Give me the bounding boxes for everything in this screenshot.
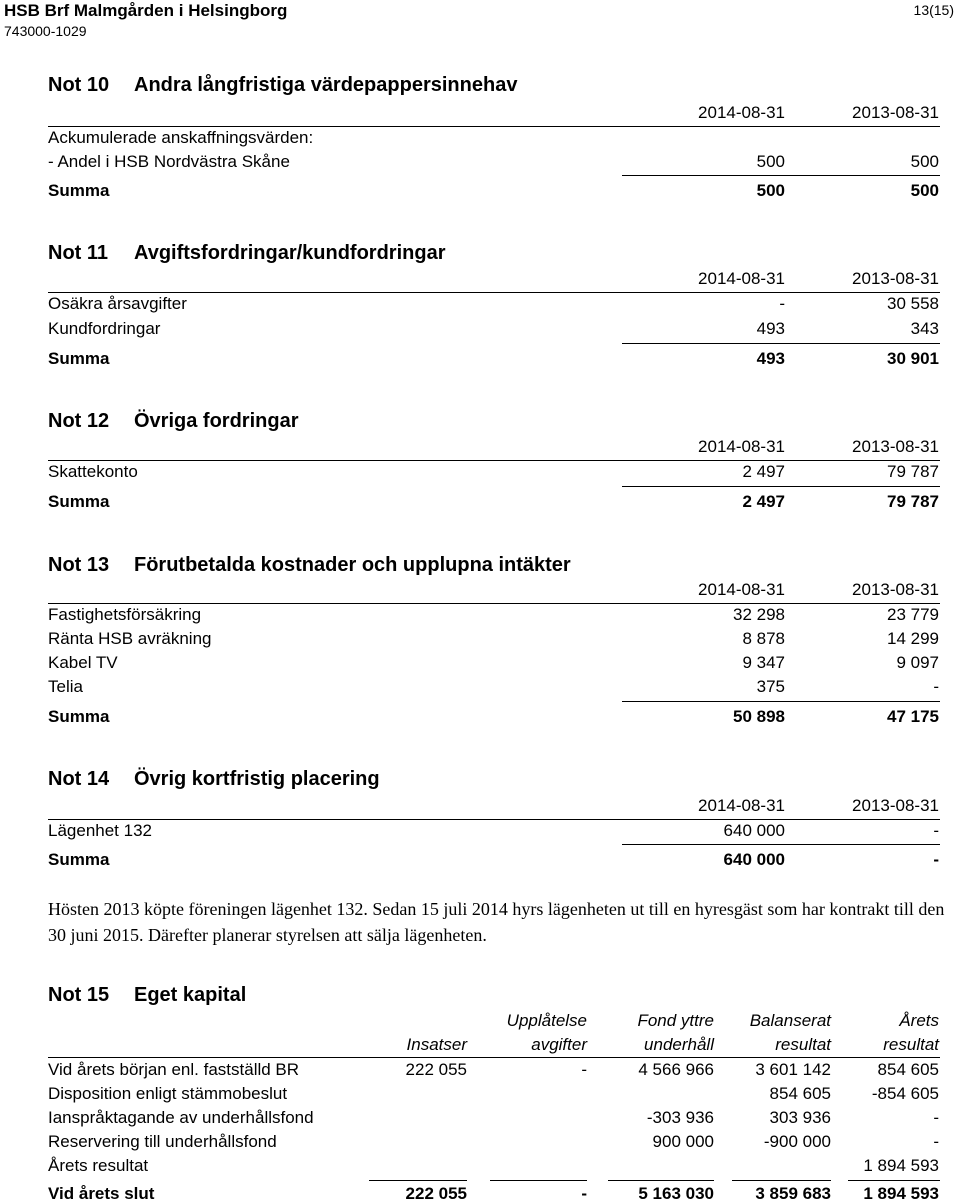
note13-row-value-2013: 9 097 [896, 653, 939, 672]
note13-sum-rule-2 [776, 701, 940, 702]
note13-sum-rule-1 [622, 701, 786, 702]
note10-row-value-2014: 500 [756, 152, 785, 171]
note11-row-label: Osäkra årsavgifter [48, 294, 187, 313]
note11-row-value-2013: 343 [910, 319, 939, 338]
note13-row-label: Ränta HSB avräkning [48, 629, 212, 648]
note13-row-value-2014: 9 347 [742, 653, 785, 672]
note15-total-cell: 5 163 030 [638, 1184, 714, 1203]
note13-row-value-2014: 8 878 [742, 629, 785, 648]
note10-header-rule [48, 126, 940, 127]
organization-number: 743000-1029 [4, 23, 87, 39]
note11-total-label: Summa [48, 349, 110, 368]
note15-col-header: avgifter [531, 1035, 587, 1054]
note15-cell: - [581, 1060, 587, 1079]
note15-col-header: underhåll [644, 1035, 714, 1054]
note10-subheading: Ackumulerade anskaffningsvärden: [48, 128, 314, 147]
note15-sum-rule [608, 1180, 714, 1181]
note10-total-2014: 500 [756, 181, 785, 200]
note14-sum-rule-2 [776, 844, 940, 845]
note15-col-header: Årets [899, 1011, 939, 1030]
note15-cell: - [933, 1132, 939, 1151]
note13-total-2014: 50 898 [733, 707, 785, 726]
note10-sum-rule-2 [776, 175, 940, 176]
note11-sum-rule-2 [776, 343, 940, 344]
note14-row-label: Lägenhet 132 [48, 821, 152, 840]
note11-row-label: Kundfordringar [48, 319, 161, 338]
note13-col2-header: 2013-08-31 [852, 580, 939, 599]
note13-row-value-2013: 23 779 [887, 605, 939, 624]
note13-header-rule [48, 603, 940, 604]
note15-cell: 900 000 [652, 1132, 714, 1151]
note12-title: Not 12 Övriga fordringar [48, 410, 299, 432]
note14-col1-header: 2014-08-31 [698, 796, 785, 815]
note12-total-label: Summa [48, 492, 110, 511]
note10-row-value-2013: 500 [910, 152, 939, 171]
note12-sum-rule-1 [622, 486, 786, 487]
note12-sum-rule-2 [776, 486, 940, 487]
note15-row-label: Disposition enligt stämmobeslut [48, 1084, 288, 1103]
note15-total-label: Vid årets slut [48, 1184, 155, 1203]
note15-row-label: Ianspråktagande av underhållsfond [48, 1108, 314, 1127]
organization-name: HSB Brf Malmgården i Helsingborg [4, 1, 288, 20]
note10-total-2013: 500 [910, 181, 939, 200]
note14-row-value-2014: 640 000 [723, 821, 785, 840]
note10-title: Not 10 Andra långfristiga värdepappersinnehav [48, 74, 518, 96]
note15-title: Not 15 Eget kapital [48, 984, 247, 1006]
note15-cell: -900 000 [763, 1132, 831, 1151]
note14-paragraph: Hösten 2013 köpte föreningen lägenhet 132. Sedan 15 juli 2014 hyrs lägenheten ut till en hyresgäst som har kontrakt till den 30 juni 2015. Därefter planerar styrelsen att sälja lägenheten. [48, 899, 945, 945]
note13-row-label: Fastighetsförsäkring [48, 605, 202, 624]
note15-col-header: Insatser [406, 1035, 467, 1054]
note15-cell: 222 055 [405, 1060, 467, 1079]
note15-sum-rule [369, 1180, 467, 1181]
note13-col1-header: 2014-08-31 [698, 580, 785, 599]
note15-row-label: Årets resultat [48, 1156, 149, 1175]
note14-total-label: Summa [48, 850, 110, 869]
note15-cell: 854 605 [877, 1060, 939, 1079]
note15-header-rule [48, 1057, 940, 1058]
note15-col-header: resultat [883, 1035, 939, 1054]
note15-sum-rule [848, 1180, 940, 1181]
note11-row-value-2013: 30 558 [887, 294, 939, 313]
note14-total-2014: 640 000 [723, 850, 785, 869]
note14-sum-rule-1 [622, 844, 786, 845]
note15-col-header: Fond yttre [637, 1011, 714, 1030]
note12-col2-header: 2013-08-31 [852, 437, 939, 456]
note11-col1-header: 2014-08-31 [698, 269, 785, 288]
note13-row-value-2013: - [933, 677, 939, 696]
note10-sum-rule-1 [622, 175, 786, 176]
note10-row-label: - Andel i HSB Nordvästra Skåne [48, 152, 290, 171]
note10-col1-header: 2014-08-31 [698, 103, 785, 122]
note15-cell: 1 894 593 [863, 1156, 939, 1175]
note11-title: Not 11 Avgiftsfordringar/kundfordringar [48, 242, 446, 264]
note13-total-label: Summa [48, 707, 110, 726]
note15-cell: 3 601 142 [755, 1060, 831, 1079]
note14-title: Not 14 Övrig kortfristig placering [48, 768, 380, 790]
note15-sum-rule [732, 1180, 831, 1181]
note12-row-value-2013: 79 787 [887, 462, 939, 481]
note15-total-cell: 1 894 593 [863, 1184, 939, 1203]
note15-cell: -303 936 [646, 1108, 714, 1127]
note15-cell: 854 605 [769, 1084, 831, 1103]
note13-row-label: Telia [48, 677, 83, 696]
note15-cell: 4 566 966 [638, 1060, 714, 1079]
note11-row-value-2014: - [779, 294, 785, 313]
note13-row-value-2013: 14 299 [887, 629, 939, 648]
note15-cell: 303 936 [769, 1108, 831, 1127]
note15-row-label: Vid årets början enl. fastställd BR [48, 1060, 300, 1079]
note15-col-header: Upplåtelse [506, 1011, 587, 1030]
note15-sum-rule [490, 1180, 587, 1181]
note11-col2-header: 2013-08-31 [852, 269, 939, 288]
note12-col1-header: 2014-08-31 [698, 437, 785, 456]
note11-total-2014: 493 [756, 349, 785, 368]
note12-total-2014: 2 497 [742, 492, 785, 511]
note15-total-cell: - [581, 1184, 587, 1203]
note11-sum-rule-1 [622, 343, 786, 344]
note11-total-2013: 30 901 [887, 349, 939, 368]
note10-col2-header: 2013-08-31 [852, 103, 939, 122]
note10-total-label: Summa [48, 181, 110, 200]
note15-row-label: Reservering till underhållsfond [48, 1132, 277, 1151]
note12-row-value-2014: 2 497 [742, 462, 785, 481]
note15-col-header: resultat [775, 1035, 831, 1054]
note13-row-value-2014: 32 298 [733, 605, 785, 624]
note13-row-label: Kabel TV [48, 653, 118, 672]
page-number: 13(15) [913, 2, 954, 18]
note15-total-cell: 3 859 683 [755, 1184, 831, 1203]
note11-row-value-2014: 493 [756, 319, 785, 338]
note15-cell: -854 605 [871, 1084, 939, 1103]
note14-header-rule [48, 819, 940, 820]
note12-header-rule [48, 460, 940, 461]
note15-total-cell: 222 055 [405, 1184, 467, 1203]
note14-total-2013: - [933, 850, 939, 869]
note13-title: Not 13 Förutbetalda kostnader och upplupna intäkter [48, 554, 571, 576]
note12-row-label: Skattekonto [48, 462, 138, 481]
page-header [4, 0, 287, 40]
note15-col-header: Balanserat [749, 1011, 831, 1030]
note12-total-2013: 79 787 [887, 492, 939, 511]
note11-header-rule [48, 292, 940, 293]
note14-row-value-2013: - [933, 821, 939, 840]
note13-row-value-2014: 375 [756, 677, 785, 696]
note15-cell: - [933, 1108, 939, 1127]
note14-col2-header: 2013-08-31 [852, 796, 939, 815]
note13-total-2013: 47 175 [887, 707, 939, 726]
